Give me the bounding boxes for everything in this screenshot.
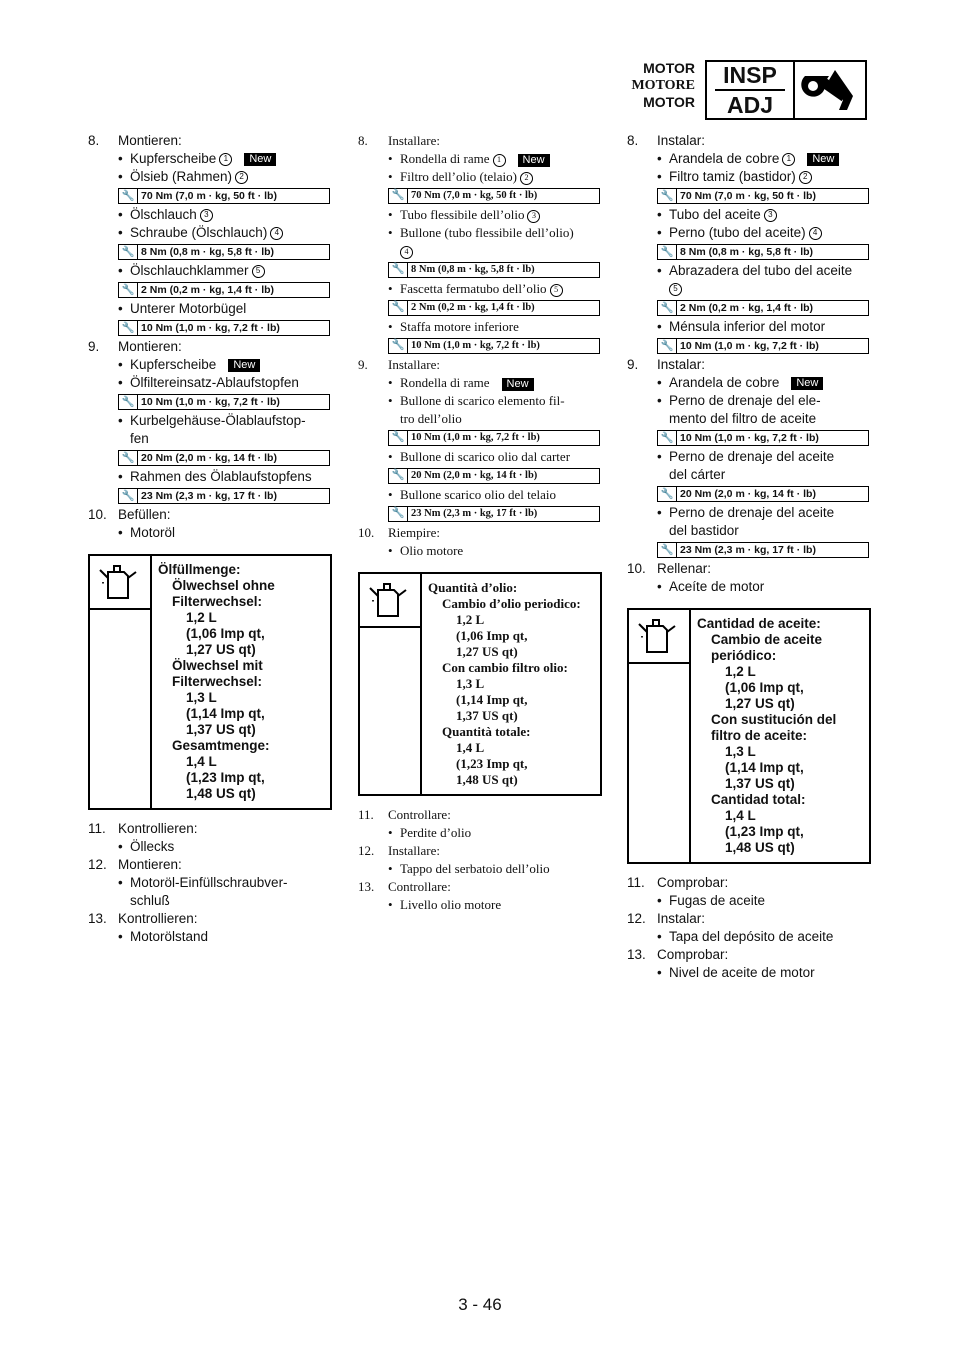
step-8: 8. Montieren: (88, 133, 182, 148)
torque-wrench-icon: 🔧 (119, 283, 138, 297)
step-11: 11. Controllare: (358, 807, 451, 822)
torque-wrench-icon: 🔧 (658, 245, 677, 259)
torque-spec: 🔧 10 Nm (1,0 m · kg, 7,2 ft · lb) (118, 394, 330, 410)
list-item: • Arandela de cobre 1 New (627, 150, 871, 168)
torque-wrench-icon: 🔧 (119, 451, 138, 465)
list-item: • Tappo del serbatoio dell’olio (388, 861, 550, 876)
list-item: • Kurbelgehäuse-Ölablaufstop- fen (118, 413, 306, 446)
torque-wrench-icon: 🔧 (389, 189, 408, 203)
step-10: 10. Befüllen: (88, 507, 171, 522)
list-item: • Fugas de aceite (657, 893, 766, 908)
torque-spec: 🔧 23 Nm (2,3 m · kg, 17 ft · lb) (657, 542, 869, 558)
torque-spec: 🔧 23 Nm (2,3 m · kg, 17 ft · lb) (118, 488, 330, 504)
list-item: • Schraube (Ölschlauch) 4 (88, 224, 332, 242)
list-item: • Perno de drenaje del aceite del cárter (657, 449, 835, 482)
torque-wrench-icon: 🔧 (119, 489, 138, 503)
list-item: • Rondella di rame New (358, 374, 602, 392)
step-8: 8. Instalar: (627, 133, 706, 148)
list-item: • Rahmen des Ölablaufstopfens (118, 469, 312, 484)
list-item: • Ménsula inferior del motor (657, 319, 826, 334)
torque-spec: 🔧 70 Nm (7,0 m · kg, 50 ft · lb) (657, 188, 869, 204)
column-german (88, 132, 332, 946)
step-12: 12. Instalar: (627, 911, 706, 926)
step-13: 13. Controllare: (358, 879, 451, 894)
step-9: 9. Installare: (358, 357, 440, 372)
torque-wrench-icon: 🔧 (119, 245, 138, 259)
torque-wrench-icon: 🔧 (389, 431, 408, 445)
torque-wrench-icon: 🔧 (658, 487, 677, 501)
list-item: • Livello olio motore (388, 897, 502, 912)
wrench-icon (795, 62, 865, 118)
adj-text: ADJ (726, 92, 773, 118)
torque-wrench-icon: 🔧 (658, 543, 677, 557)
torque-spec: 🔧 20 Nm (2,0 m · kg, 14 ft · lb) (388, 468, 600, 484)
list-item: • Bullone scarico olio del telaio (388, 487, 556, 502)
list-item: • Bullone (tubo flessibile dell’olio) 4 (358, 224, 602, 260)
list-item: • Perno (tubo del aceite) 4 (627, 224, 871, 242)
list-item: • Perdite d’olio (388, 825, 472, 840)
section-titles (600, 60, 695, 111)
torque-wrench-icon: 🔧 (119, 321, 138, 335)
marker-1: 1 (219, 153, 232, 166)
torque-wrench-icon: 🔧 (389, 339, 408, 353)
torque-spec: 🔧 8 Nm (0,8 m · kg, 5,8 ft · lb) (388, 262, 600, 278)
insp-text: INSP (723, 62, 777, 88)
step-9: 9. Montieren: (88, 339, 182, 354)
list-item: • Abrazadera del tubo del aceite 5 (627, 262, 871, 298)
insp-adj-label (707, 62, 795, 118)
torque-spec: 🔧 2 Nm (0,2 m · kg, 1,4 ft · lb) (657, 300, 869, 316)
list-item: • Öllecks (118, 839, 175, 854)
torque-wrench-icon: 🔧 (658, 189, 677, 203)
torque-wrench-icon: 🔧 (658, 431, 677, 445)
list-item: • Ölschlauchklammer 5 (88, 262, 332, 280)
page-number: 3 - 46 (458, 1295, 502, 1314)
step-8: 8. Installare: (358, 133, 440, 148)
torque-wrench-icon: 🔧 (119, 395, 138, 409)
torque-wrench-icon: 🔧 (389, 263, 408, 277)
column-italian (358, 132, 602, 914)
list-item: • Tubo del aceite 3 (627, 206, 871, 224)
torque-spec: 🔧 10 Nm (1,0 m · kg, 7,2 ft · lb) (118, 320, 330, 336)
title-it: MOTORE (631, 78, 695, 93)
step-9: 9. Instalar: (627, 357, 706, 372)
list-item: • Bullone di scarico elemento fil- tro dell’olio (388, 393, 565, 426)
list-item: • Unterer Motorbügel (118, 301, 247, 316)
page-header (600, 60, 872, 122)
step-12: 12. Installare: (358, 843, 440, 858)
title-es: MOTOR (643, 94, 695, 110)
torque-spec: 🔧 20 Nm (2,0 m · kg, 14 ft · lb) (657, 486, 869, 502)
list-item: • Tubo flessibile dell’olio 3 (358, 206, 602, 224)
oil-capacity-box: Ölfüllmenge: Ölwechsel ohne Filterwechsel: 1,2 L (1,06 Imp qt, 1,27 US qt) Ölwechsel mit Filterwechsel: 1,3 L (1,14 Imp qt, 1,37 US qt) Gesamtmenge: 1,4 L (1,23 Imp qt, 1,48 US qt) (88, 554, 332, 810)
step-12: 12. Montieren: (88, 857, 182, 872)
new-badge: New (791, 377, 823, 390)
torque-wrench-icon: 🔧 (389, 301, 408, 315)
list-item: • Aceíte de motor (657, 579, 765, 594)
list-item: • Motoröl (118, 525, 176, 540)
new-badge: New (244, 153, 276, 166)
oil-can-icon (90, 556, 150, 610)
torque-spec: 🔧 10 Nm (1,0 m · kg, 7,2 ft · lb) (657, 338, 869, 354)
new-badge: New (228, 359, 260, 372)
new-badge: New (502, 378, 534, 391)
step-13: 13. Kontrollieren: (88, 911, 198, 926)
torque-spec: 🔧 8 Nm (0,8 m · kg, 5,8 ft · lb) (657, 244, 869, 260)
oil-capacity-box: Quantità d’olio: Cambio d’olio periodico: 1,2 L (1,06 Imp qt, 1,27 US qt) Con cambio filtro olio: 1,3 L (1,14 Imp qt, 1,37 US qt) Quantità totale: 1,4 L (1,23 Imp qt, 1,48 US qt) (358, 572, 602, 796)
list-item: • Arandela de cobre New (627, 374, 871, 392)
list-item: • Nivel de aceite de motor (657, 965, 815, 980)
list-item: • Bullone di scarico olio dal carter (388, 449, 571, 464)
list-item: • Staffa motore inferiore (388, 319, 519, 334)
torque-spec: 🔧 10 Nm (1,0 m · kg, 7,2 ft · lb) (388, 430, 600, 446)
list-item: • Ölfiltereinsatz-Ablaufstopfen (118, 375, 299, 390)
torque-spec: 🔧 2 Nm (0,2 m · kg, 1,4 ft · lb) (118, 282, 330, 298)
step-10: 10. Riempire: (358, 525, 440, 540)
torque-wrench-icon: 🔧 (658, 339, 677, 353)
torque-wrench-icon: 🔧 (119, 189, 138, 203)
column-spanish (627, 132, 871, 982)
torque-wrench-icon: 🔧 (658, 301, 677, 315)
torque-spec: 🔧 20 Nm (2,0 m · kg, 14 ft · lb) (118, 450, 330, 466)
list-item: • Motoröl-Einfüllschraubver- schluß (118, 875, 288, 908)
oil-capacity-box: Cantidad de aceite: Cambio de aceite periódico: 1,2 L (1,06 Imp qt, 1,27 US qt) Con sustitución del filtro de aceite: 1,3 L (1,14 Imp qt, 1,37 US qt) Cantidad total: 1,4 L (1,23 Imp qt, 1,48 US qt) (627, 608, 871, 864)
step-11: 11. Comprobar: (627, 875, 729, 890)
step-10: 10. Rellenar: (627, 561, 712, 576)
list-item: • Motorölstand (118, 929, 209, 944)
list-item: • Kupferscheibe New (88, 356, 332, 374)
step-13: 13. Comprobar: (627, 947, 729, 962)
list-item: • Kupferscheibe 1 New (88, 150, 332, 168)
list-item: • Perno de drenaje del ele- mento del filtro de aceite (657, 393, 821, 426)
list-item: • Tapa del depósito de aceite (657, 929, 834, 944)
list-item: • Rondella di rame 1 New (358, 150, 602, 168)
torque-spec: 🔧 10 Nm (1,0 m · kg, 7,2 ft · lb) (388, 338, 600, 354)
list-item: • Ölsieb (Rahmen) 2 (88, 168, 332, 186)
insp-adj-badge (705, 60, 867, 120)
oil-can-icon (360, 574, 420, 628)
torque-spec: 🔧 8 Nm (0,8 m · kg, 5,8 ft · lb) (118, 244, 330, 260)
list-item: • Ölschlauch 3 (88, 206, 332, 224)
oil-can-icon (629, 610, 689, 664)
step-11: 11. Kontrollieren: (88, 821, 198, 836)
list-item: • Filtro dell’olio (telaio) 2 (358, 168, 602, 186)
torque-spec: 🔧 2 Nm (0,2 m · kg, 1,4 ft · lb) (388, 300, 600, 316)
torque-spec: 🔧 70 Nm (7,0 m · kg, 50 ft · lb) (118, 188, 330, 204)
torque-wrench-icon: 🔧 (389, 469, 408, 483)
new-badge: New (518, 154, 550, 167)
torque-spec: 🔧 23 Nm (2,3 m · kg, 17 ft · lb) (388, 506, 600, 522)
new-badge: New (807, 153, 839, 166)
torque-wrench-icon: 🔧 (389, 507, 408, 521)
title-de: MOTOR (643, 60, 695, 76)
torque-spec: 🔧 10 Nm (1,0 m · kg, 7,2 ft · lb) (657, 430, 869, 446)
list-item: • Perno de drenaje del aceite del bastidor (657, 505, 835, 538)
list-item: • Filtro tamiz (bastidor) 2 (627, 168, 871, 186)
torque-spec: 🔧 70 Nm (7,0 m · kg, 50 ft · lb) (388, 188, 600, 204)
list-item: • Olio motore (388, 543, 464, 558)
list-item: • Fascetta fermatubo dell’olio 5 (358, 280, 602, 298)
